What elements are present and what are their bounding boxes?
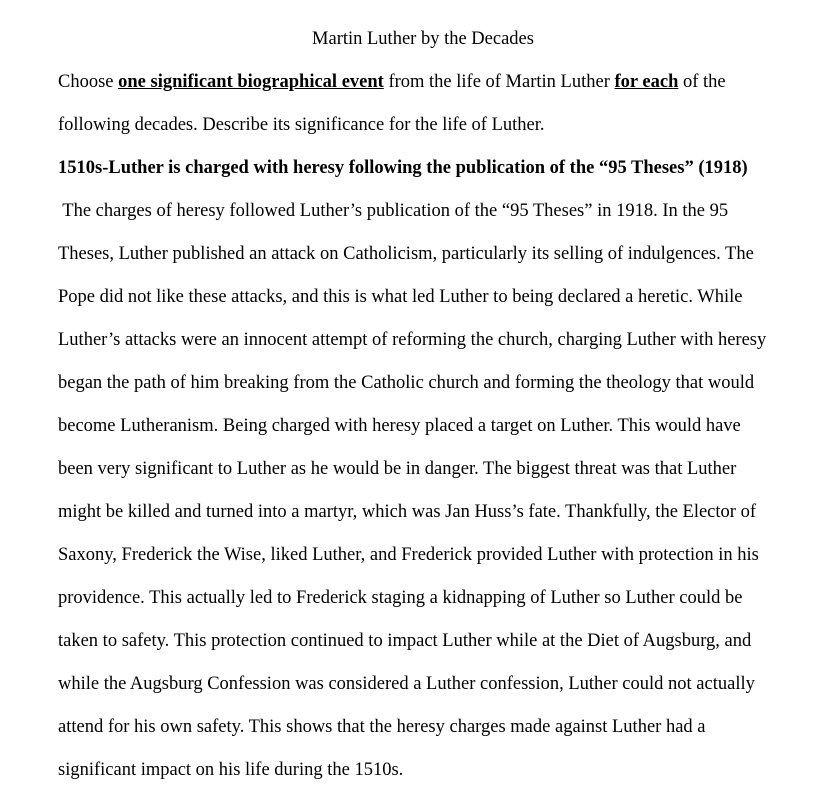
body-line: Luther’s attacks were an innocent attempt of reforming the church, charging Luther with heresy bbox=[58, 330, 767, 350]
section-heading: 1510s-Luther is charged with heresy following the publication of the “95 Theses” (1918) bbox=[58, 158, 748, 178]
body-line: might be killed and turned into a martyr, which was Jan Huss’s fate. Thankfully, the Elector of bbox=[58, 502, 756, 522]
instructions-emphasis-event: one significant biographical event bbox=[118, 72, 384, 92]
instructions-emphasis-each: for each bbox=[614, 72, 679, 92]
instructions-line-1 bbox=[58, 69, 726, 95]
body-line: become Lutheranism. Being charged with heresy placed a target on Luther. This would have bbox=[58, 416, 741, 436]
document-title: Martin Luther by the Decades bbox=[312, 29, 534, 49]
body-line: Saxony, Frederick the Wise, liked Luther, and Frederick provided Luther with protection in his bbox=[58, 545, 759, 565]
body-line: been very significant to Luther as he would be in danger. The biggest threat was that Luther bbox=[58, 459, 737, 479]
body-line: attend for his own safety. This shows that the heresy charges made against Luther had a bbox=[58, 717, 706, 737]
instructions-text: of the bbox=[678, 72, 726, 92]
body-line: Theses, Luther published an attack on Catholicism, particularly its selling of indulgences. The bbox=[58, 244, 754, 264]
body-line: began the path of him breaking from the Catholic church and forming the theology that would bbox=[58, 373, 755, 393]
instructions-text: Choose bbox=[58, 72, 119, 92]
body-line: providence. This actually led to Frederick staging a kidnapping of Luther so Luther could be bbox=[58, 588, 743, 608]
body-line: The charges of heresy followed Luther’s publication of the “95 Theses” in 1918. In the 95 bbox=[58, 201, 729, 221]
body-line: while the Augsburg Confession was considered a Luther confession, Luther could not actually bbox=[58, 674, 755, 694]
body-line: taken to safety. This protection continued to impact Luther while at the Diet of Augsburg, and bbox=[58, 631, 752, 651]
instructions-line-2: following decades. Describe its significance for the life of Luther. bbox=[58, 115, 545, 135]
body-line: significant impact on his life during the 1510s. bbox=[58, 760, 404, 780]
body-line: Pope did not like these attacks, and this is what led Luther to being declared a heretic. While bbox=[58, 287, 743, 307]
instructions-text: from the life of Martin Luther bbox=[383, 72, 615, 92]
